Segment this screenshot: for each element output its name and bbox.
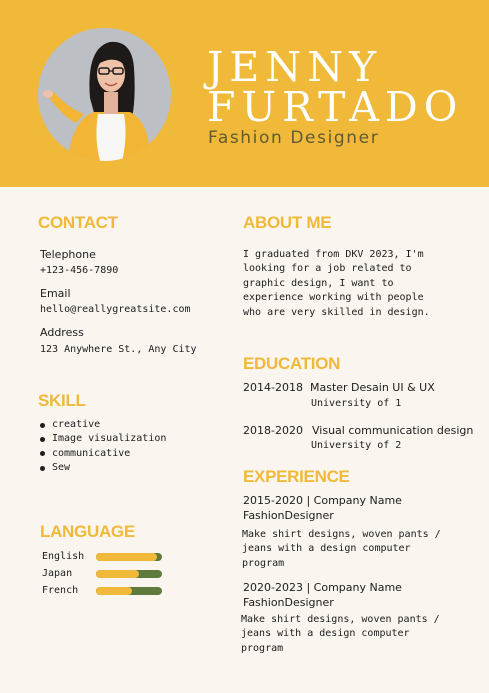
- language-level-fill: [96, 587, 132, 595]
- bullet-icon: [40, 466, 45, 471]
- skill-label: creative: [52, 419, 101, 430]
- skill-item: [40, 447, 166, 461]
- telephone-label: Telephone: [40, 248, 96, 261]
- education-school: University of 1: [311, 398, 402, 409]
- bullet-icon: [40, 423, 45, 428]
- education-years: 2018-2020: [243, 424, 303, 437]
- job-title: Fashion Designer: [208, 128, 380, 148]
- skill-label: Sew: [52, 462, 71, 474]
- contact-heading: CONTACT: [38, 213, 118, 232]
- address-value: 123 Anywhere St., Any City: [40, 344, 197, 355]
- header-banner: [0, 0, 489, 187]
- experience-heading: EXPERIENCE: [243, 467, 350, 486]
- education-school: University of 2: [311, 440, 402, 451]
- education-years: 2014-2018: [243, 381, 303, 394]
- education-degree: Master Desain UI & UX: [310, 381, 435, 394]
- skill-item: [40, 418, 166, 432]
- language-level-fill: [96, 553, 157, 561]
- language-level-fill: [96, 570, 139, 578]
- education-heading: EDUCATION: [243, 354, 341, 373]
- profile-photo: [38, 28, 171, 161]
- experience-heading-item: 2015-2020 | Company Name FashionDesigner: [243, 494, 402, 522]
- language-bar-french: [96, 587, 162, 595]
- about-text: I graduated from DKV 2023, I'm looking for a job related to graphic design, I want to experience working with people who are very skilled in design.: [243, 249, 430, 318]
- language-bar-japan: [96, 570, 162, 578]
- language-name-japan: Japan: [42, 568, 73, 579]
- skill-list: [40, 418, 166, 476]
- email-label: Email: [40, 287, 71, 300]
- education-degree: Visual communication design: [312, 424, 474, 437]
- experience-description: Make shirt designs, woven pants / jeans with a design computer program: [242, 529, 441, 569]
- about-heading: ABOUT ME: [243, 213, 332, 232]
- skill-label: Image visualization: [52, 433, 167, 445]
- name-last: FURTADO: [207, 83, 464, 131]
- skill-item: [40, 432, 166, 446]
- language-name-french: French: [42, 585, 79, 596]
- experience-heading-item: 2020-2023 | Company Name FashionDesigner: [243, 581, 402, 609]
- bullet-icon: [40, 437, 45, 442]
- language-bar-english: [96, 553, 162, 561]
- bullet-icon: [40, 451, 45, 456]
- language-heading: LANGUAGE: [40, 522, 135, 541]
- skill-item: [40, 461, 166, 475]
- language-name-english: English: [42, 551, 85, 562]
- name-first: JENNY: [207, 43, 383, 91]
- skill-label: communicative: [52, 447, 131, 459]
- email-value: hello@reallygreatsite.com: [40, 304, 191, 315]
- skill-heading: SKILL: [38, 391, 86, 410]
- telephone-value: +123-456-7890: [40, 265, 119, 276]
- portrait-illustration: [38, 28, 171, 161]
- address-label: Address: [40, 326, 84, 339]
- experience-description: Make shirt designs, woven pants / jeans with a design computer program: [241, 614, 440, 654]
